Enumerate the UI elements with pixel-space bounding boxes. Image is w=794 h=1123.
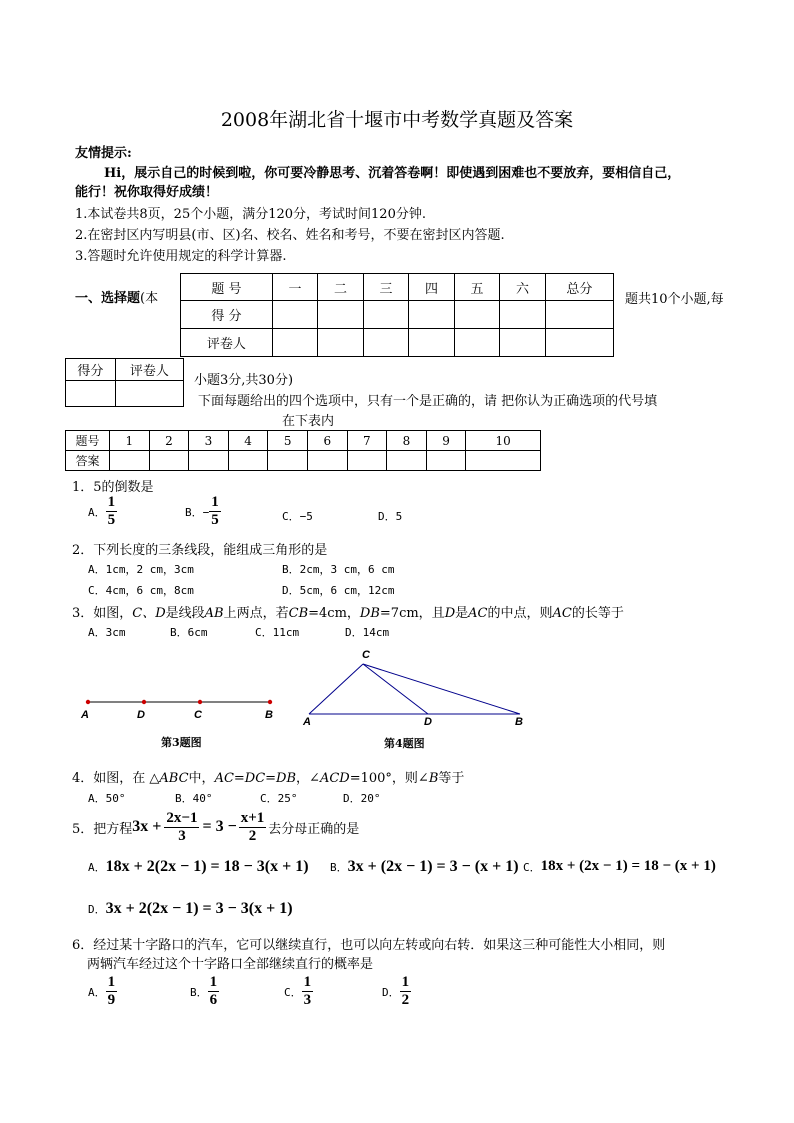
grader-cell[interactable] — [272, 329, 318, 357]
q4-option-a: A．50° — [88, 792, 126, 805]
q3-ac2: AC — [552, 606, 572, 621]
score-table — [180, 273, 614, 357]
fig3-line-segment — [86, 700, 272, 704]
answer-number: 4 — [228, 431, 268, 451]
q1-option-c: C．−5 — [282, 510, 313, 523]
q5-frac2 — [239, 810, 267, 845]
section1-line3: 下面每题给出的四个选项中，只有一个是正确的，请 把你认为正确选项的代号填 — [198, 394, 658, 409]
q2-option-a: A．1cm，2 cm，3cm — [88, 563, 194, 576]
q3-d: D — [444, 606, 456, 621]
score-header-cell: 二 — [318, 274, 364, 301]
answer-cell[interactable] — [149, 451, 189, 471]
q4-s2: 中， — [188, 771, 215, 786]
q2-option-b: B．2cm，3 cm，6 cm — [282, 563, 395, 576]
q6-c-label: C． — [284, 985, 302, 999]
fig3-label-a: A — [81, 709, 89, 721]
q6-a-fraction — [106, 974, 118, 1009]
answer-cell[interactable] — [307, 451, 347, 471]
q6-b-label: B． — [190, 985, 208, 999]
q6-a-num: 1 — [107, 974, 116, 990]
q3-ac: AC — [468, 606, 488, 621]
answer-number: 3 — [189, 431, 229, 451]
score-table-row — [181, 329, 614, 357]
q1-option-a — [88, 494, 117, 529]
answer-number: 8 — [387, 431, 427, 451]
q6-option-a — [88, 974, 117, 1009]
section1-line2: 小题3分,共30分) — [194, 373, 294, 388]
tips-item-2: 2.在密封区内写明县(市、区)名、校名、姓名和考号，不要在密封区内答题. — [75, 228, 505, 243]
q4-stem — [72, 767, 464, 786]
section1-label-b: (本 — [140, 291, 159, 306]
q4-s5: 等于 — [438, 771, 465, 786]
q1-b-fraction — [209, 494, 221, 529]
q1-a-den: 5 — [107, 512, 116, 528]
q6-line-2: 两辆汽车经过这个十字路口全部继续直行的概率是 — [87, 957, 374, 972]
q5-b-label: B． — [330, 861, 348, 874]
q3-s2: 是线段 — [165, 606, 205, 621]
answer-table-answer-row — [66, 451, 541, 471]
q2-stem: 2．下列长度的三条线段，能组成三角形的是 — [72, 543, 328, 558]
fig4-label-d: D — [424, 716, 432, 728]
score-header-cell: 一 — [272, 274, 318, 301]
answer-cell[interactable] — [228, 451, 268, 471]
fig3-point-a — [86, 700, 90, 704]
fig4-triangle — [309, 664, 520, 714]
score-header-cell: 题 号 — [181, 274, 273, 301]
grader-cell[interactable] — [545, 329, 613, 357]
fig4-side-ac — [309, 664, 363, 714]
answer-cell[interactable] — [268, 451, 308, 471]
answer-cell[interactable] — [110, 451, 150, 471]
answer-number: 7 — [347, 431, 387, 451]
q3-s7: 的中点，则 — [487, 606, 553, 621]
q3-s8: 的长等于 — [571, 606, 624, 621]
q3-option-d: D．14cm — [345, 626, 390, 639]
score-cell[interactable] — [318, 301, 364, 329]
fig3-point-b — [268, 700, 272, 704]
answer-cell[interactable] — [387, 451, 427, 471]
tips-line-2: 能行！祝你取得好成绩！ — [75, 185, 219, 200]
q5-option-d — [88, 900, 293, 918]
tips-heading: 友情提示: — [75, 146, 132, 161]
q5-frac2-num: x+1 — [240, 809, 265, 826]
answer-number: 1 — [110, 431, 150, 451]
section1-line4: 在下表内 — [282, 414, 335, 429]
fig4-side-cb — [363, 664, 520, 714]
section1-heading — [75, 287, 158, 306]
answer-cell[interactable] — [466, 451, 541, 471]
score-cell[interactable] — [272, 301, 318, 329]
q6-b-num: 1 — [209, 974, 218, 990]
q6-a-den: 9 — [107, 992, 116, 1008]
q3-s5: =7cm，且 — [379, 606, 445, 621]
q5-option-a — [88, 858, 309, 876]
q5-frac1-num: 2x−1 — [166, 809, 198, 826]
score-header-cell: 四 — [409, 274, 455, 301]
q2-option-c: C．4cm，6 cm，8cm — [88, 584, 194, 597]
q3-cb: CB — [288, 606, 309, 621]
q5-a-eq: 18x + 2(2x − 1) = 18 − 3(x + 1) — [105, 858, 309, 875]
answer-number: 2 — [149, 431, 189, 451]
answer-cell[interactable] — [426, 451, 466, 471]
q3-option-b: B．6cm — [170, 626, 208, 639]
q6-c-num: 1 — [303, 974, 312, 990]
q5-option-b — [330, 858, 519, 876]
q3-ab: AB — [204, 606, 224, 621]
q4-eq: AC=DC=DB — [214, 771, 297, 786]
q5-c-label: C． — [523, 860, 541, 874]
grader-box-grader-label: 评卷人 — [115, 359, 183, 381]
score-cell[interactable] — [545, 301, 613, 329]
answer-table-label: 题号 — [66, 431, 110, 451]
q4-tri: △ABC — [149, 771, 189, 786]
grader-box-score-cell[interactable] — [66, 381, 116, 407]
q4-s3: ，∠ — [296, 771, 320, 786]
q5-frac1 — [164, 810, 199, 845]
q6-line-1: 6．经过某十字路口的汽车，它可以继续直行，也可以向左转或向右转．如果这三种可能性大小相同，则 — [72, 938, 666, 953]
score-header-cell: 三 — [363, 274, 409, 301]
answer-number: 5 — [268, 431, 308, 451]
answer-table-label: 答案 — [66, 451, 110, 471]
q5-eq-mid: = 3 − — [202, 818, 237, 835]
q3-s4: =4cm， — [308, 606, 360, 621]
q4-option-b: B．40° — [175, 792, 213, 805]
fig3-caption: 第3题图 — [161, 736, 202, 749]
score-cell[interactable] — [409, 301, 455, 329]
q1-b-den: 5 — [211, 512, 219, 528]
answer-table-number-row — [66, 431, 541, 451]
fig4-label-a: A — [303, 716, 311, 728]
answer-number: 9 — [426, 431, 466, 451]
fig4-label-b: B — [515, 716, 523, 728]
section1-continuation: 题共10个小题,每 — [625, 292, 724, 307]
score-table-header-row — [181, 274, 614, 301]
q1-option-d: D．5 — [378, 510, 403, 523]
grader-box-grader-cell[interactable] — [115, 381, 183, 407]
score-cell[interactable] — [454, 301, 500, 329]
q1-option-b — [185, 494, 221, 529]
score-header-cell: 总分 — [545, 274, 613, 301]
q3-stem — [72, 602, 624, 621]
answer-number: 10 — [466, 431, 541, 451]
q3-s3: 上两点，若 — [223, 606, 289, 621]
q1-b-label: B．− — [185, 505, 210, 519]
q2-option-d: D．5cm，6 cm，12cm — [282, 584, 395, 597]
q4-s1: 4．如图，在 — [72, 771, 150, 786]
page-title: 2008年湖北省十堰市中考数学真题及答案 — [220, 109, 574, 131]
q1-a-num: 1 — [107, 494, 116, 510]
grader-box-score-label: 得分 — [66, 359, 116, 381]
score-row-label: 得 分 — [181, 301, 273, 329]
q5-a-label: A． — [88, 861, 106, 874]
score-row-label: 评卷人 — [181, 329, 273, 357]
fig3-label-c: C — [194, 709, 202, 721]
q1-b-num: 1 — [211, 494, 219, 510]
q5-c-eq: 18x + (2x − 1) = 18 − (x + 1) — [540, 858, 716, 874]
q1-stem: 1．5的倒数是 — [72, 480, 154, 495]
grader-cell[interactable] — [454, 329, 500, 357]
q6-option-d — [382, 974, 411, 1009]
q6-d-num: 1 — [401, 974, 410, 990]
grader-cell[interactable] — [500, 329, 546, 357]
q5-d-label: D． — [88, 903, 106, 916]
score-header-cell: 五 — [454, 274, 500, 301]
answer-cell[interactable] — [347, 451, 387, 471]
fig3-label-b: B — [265, 709, 273, 721]
tips-line-1: Hi，展示自己的时候到啦，你可要冷静思考、沉着答卷啊！即使遇到困难也不要放弃，要相信自己， — [104, 166, 681, 181]
q5-eq-left: 3x + — [132, 818, 162, 835]
score-cell[interactable] — [500, 301, 546, 329]
fig4-label-c: C — [362, 649, 370, 661]
q4-option-c: C．25° — [260, 792, 298, 805]
section1-label: 一、选择题 — [75, 291, 141, 306]
tips-item-3: 3.答题时允许使用规定的科学计算器. — [75, 249, 287, 264]
q6-d-fraction — [400, 974, 412, 1009]
q4-option-d: D．20° — [343, 792, 381, 805]
q6-d-label: D． — [382, 985, 400, 999]
q3-option-a: A．3cm — [88, 626, 126, 639]
q5-d-eq: 3x + 2(2x − 1) = 3 − 3(x + 1) — [105, 900, 293, 917]
q3-s1: 3．如图， — [72, 606, 133, 621]
score-header-cell: 六 — [500, 274, 546, 301]
fig4-side-cd — [363, 664, 428, 714]
q3-s6: 是 — [455, 606, 469, 621]
q6-b-fraction — [208, 974, 220, 1009]
q6-b-den: 6 — [209, 992, 218, 1008]
q3-option-c: C．11cm — [255, 626, 300, 639]
q5-frac2-den: 2 — [248, 827, 257, 844]
q5-b-eq: 3x + (2x − 1) = 3 − (x + 1) — [347, 858, 519, 875]
q6-option-c — [284, 974, 313, 1009]
q5-s1: 5．把方程 — [72, 821, 133, 837]
fig3-point-d — [142, 700, 146, 704]
grader-cell[interactable] — [363, 329, 409, 357]
grader-cell[interactable] — [318, 329, 364, 357]
q3-cd: C、D — [132, 606, 166, 621]
answer-cell[interactable] — [189, 451, 229, 471]
q4-acd: ACD — [319, 771, 350, 786]
q4-b: B — [428, 771, 439, 786]
q6-c-den: 3 — [303, 992, 312, 1008]
score-table-row — [181, 301, 614, 329]
fig4-caption: 第4题图 — [384, 737, 425, 750]
grader-cell[interactable] — [409, 329, 455, 357]
q5-frac1-den: 3 — [178, 827, 186, 844]
q4-s4: =100°，则∠ — [349, 771, 429, 786]
q6-option-b — [190, 974, 219, 1009]
q5-stem — [72, 808, 359, 846]
answer-number: 6 — [307, 431, 347, 451]
fig3-point-c — [198, 700, 202, 704]
q5-s2: 去分母正确的是 — [268, 821, 360, 837]
q1-a-fraction — [106, 494, 118, 529]
q6-c-fraction — [302, 974, 314, 1009]
q5-option-c — [523, 858, 716, 875]
q3-db: DB — [359, 606, 380, 621]
q1-a-label: A． — [88, 505, 106, 519]
score-cell[interactable] — [363, 301, 409, 329]
grader-box — [65, 358, 184, 407]
answer-table — [65, 430, 541, 471]
tips-item-1: 1.本试卷共8页，25个小题，满分120分，考试时间120分钟. — [75, 207, 426, 222]
q6-a-label: A． — [88, 985, 106, 999]
fig3-label-d: D — [137, 709, 145, 721]
q6-d-den: 2 — [401, 992, 410, 1008]
